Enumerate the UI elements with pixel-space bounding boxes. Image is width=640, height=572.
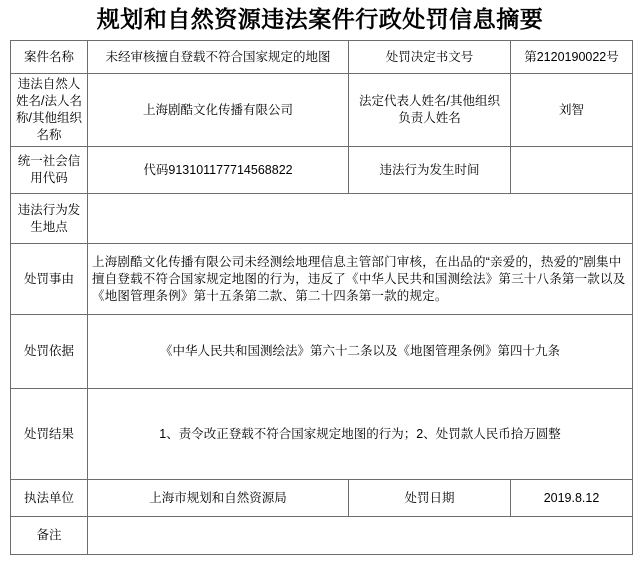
row-label-penalty-result: 处罚结果 — [11, 389, 88, 480]
row-value-violation-place — [88, 194, 633, 244]
row-label-enforcement-unit: 执法单位 — [11, 480, 88, 517]
row-label-penalty-basis: 处罚依据 — [11, 315, 88, 389]
row-label-violation-time: 违法行为发生时间 — [349, 147, 511, 194]
row-label-credit-code: 统一社会信用代码 — [11, 147, 88, 194]
table-row-penalty-result — [11, 389, 633, 480]
row-value-violation-time — [511, 147, 633, 194]
row-label-offender-name: 违法自然人姓名/法人名称/其他组织名称 — [11, 74, 88, 147]
row-value-penalty-basis: 《中华人民共和国测绘法》第六十二条以及《地图管理条例》第四十九条 — [88, 315, 633, 389]
table-row-violation-place — [11, 194, 633, 244]
penalty-summary-table-wrapper — [10, 40, 632, 555]
row-label-remark: 备注 — [11, 517, 88, 555]
table-row-credit-code — [11, 147, 633, 194]
row-label-penalty-reason: 处罚事由 — [11, 244, 88, 315]
row-value-enforcement-unit: 上海市规划和自然资源局 — [88, 480, 349, 517]
row-label-case-name: 案件名称 — [11, 41, 88, 74]
row-label-decision-number: 处罚决定书文号 — [349, 41, 511, 74]
row-value-penalty-reason: 上海剧酷文化传播有限公司未经测绘地理信息主管部门审核，在出品的“亲爱的，热爱的”剧集中擅自登载不符合国家规定地图的行为，违反了《中华人民共和国测绘法》第三十八条第一款以及《地图管理条例》第十五条第二款、第二十四条第一款的规定。 — [88, 244, 633, 315]
row-value-penalty-date: 2019.8.12 — [511, 480, 633, 517]
row-value-case-name: 未经审核擅自登载不符合国家规定的地图 — [88, 41, 349, 74]
row-value-decision-number: 第2120190022号 — [511, 41, 633, 74]
row-value-remark — [88, 517, 633, 555]
row-label-violation-place: 违法行为发生地点 — [11, 194, 88, 244]
row-label-penalty-date: 处罚日期 — [349, 480, 511, 517]
table-row-penalty-basis — [11, 315, 633, 389]
row-label-legal-representative: 法定代表人姓名/其他组织负责人姓名 — [349, 74, 511, 147]
table-row-remark — [11, 517, 633, 555]
table-row-case-name — [11, 41, 633, 74]
row-value-offender-name: 上海剧酷文化传播有限公司 — [88, 74, 349, 147]
page-title: 规划和自然资源违法案件行政处罚信息摘要 — [96, 6, 544, 32]
penalty-summary-table — [10, 40, 633, 555]
table-row-enforcement-unit — [11, 480, 633, 517]
row-value-credit-code: 代码913101177714568822 — [88, 147, 349, 194]
table-row-offender — [11, 74, 633, 147]
table-row-penalty-reason — [11, 244, 633, 315]
row-value-penalty-result: 1、责令改正登载不符合国家规定地图的行为；2、处罚款人民币拾万圆整 — [88, 389, 633, 480]
row-value-legal-representative: 刘智 — [511, 74, 633, 147]
